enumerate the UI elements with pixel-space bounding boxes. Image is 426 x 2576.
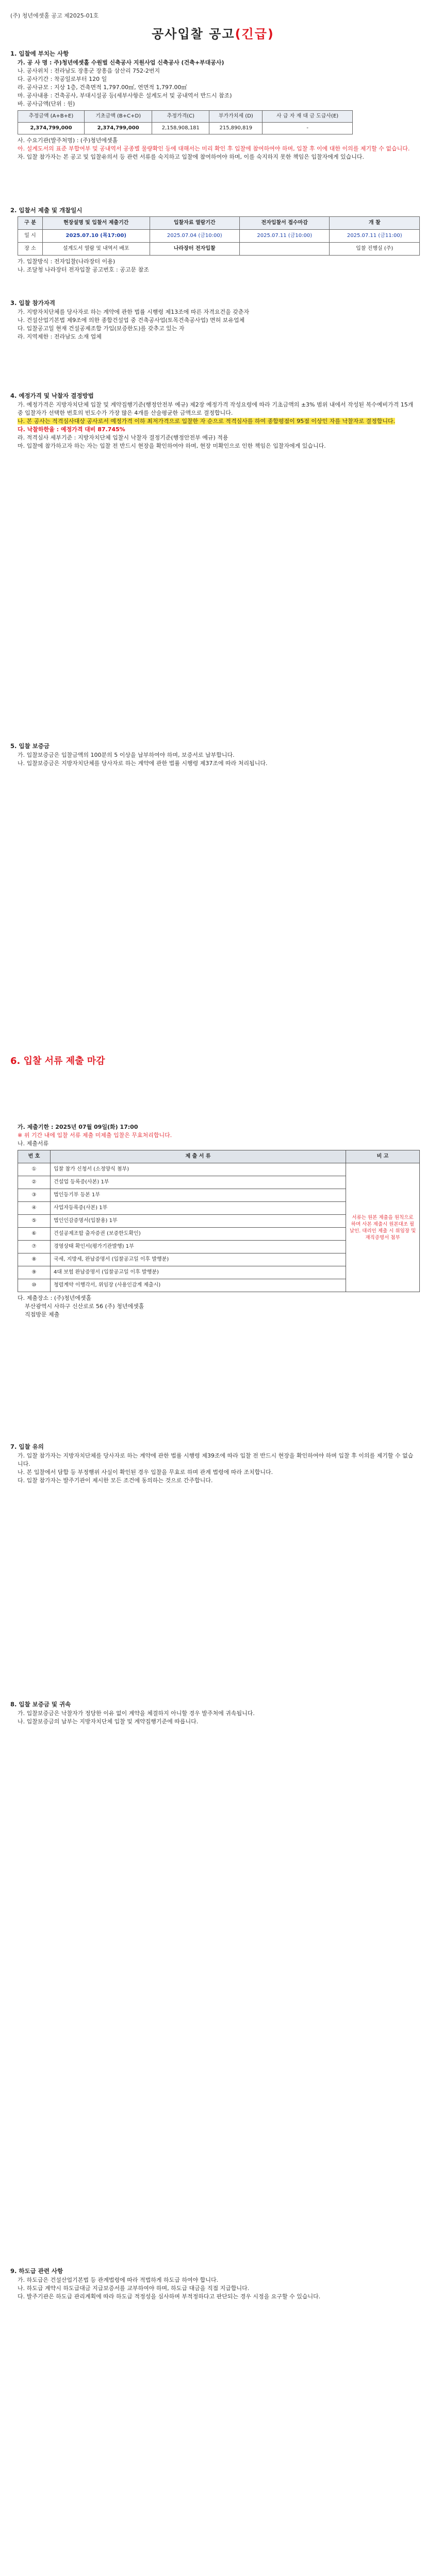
decision-item: 다. 낙찰하한율 : 예정가격 대비 87.745% <box>18 426 125 433</box>
section-bid-notes <box>10 1443 416 1485</box>
table-cell: 2,374,799,000 <box>85 123 152 134</box>
decision-item: 마. 입찰에 참가하고자 하는 자는 입찰 전 반드시 현장을 확인하여야 하며, 현장 미확인으로 인한 책임은 입찰자에게 있습니다. <box>18 443 326 449</box>
table-cell: ⑦ <box>18 1241 51 1253</box>
table-cell: 건설업 등록증(사본) 1부 <box>51 1176 346 1189</box>
section-heading: 7. 입찰 유의 <box>10 1443 44 1450</box>
table-cell: 법인인감증명서(입찰용) 1부 <box>51 1215 346 1228</box>
schedule-note: 나. 조달청 나라장터 전자입찰 공고번호 : 공고문 참조 <box>18 266 149 273</box>
submission-warning: ※ 위 기간 내에 입찰 서류 제출 미제출 입찰은 무효처리합니다. <box>18 1132 172 1139</box>
title-main: 공사입찰 공고 <box>152 27 235 41</box>
table-cell: 2025.07.11 (금11:00) <box>330 230 420 243</box>
table-cell: 2,374,799,000 <box>18 123 85 134</box>
section-heading: 4. 예정가격 및 낙찰자 결정방법 <box>10 392 94 399</box>
bond-item: 가. 입찰보증금은 입찰금액의 100분의 5 이상을 납부하여야 하며, 보증서로 납부합니다. <box>18 752 235 758</box>
submission-method: 직접방문 제출 <box>25 1311 60 1318</box>
item-project-name: 가. 공 사 명 : 주)청년에셋홀 수원벌 신축공사 지원사업 신축공사 (건축+부대공사) <box>18 59 224 66</box>
table-header: 번 호 <box>18 1150 51 1163</box>
section-submission <box>10 1123 416 1319</box>
table-header: 제 출 서 류 <box>51 1150 346 1163</box>
subcontract-item: 다. 발주기관은 하도급 관리계획에 따라 하도급 적정성을 심사하며 부적정하다고 판단되는 경우 시정을 요구할 수 있습니다. <box>18 2293 321 2300</box>
item-design-notice: 아. 설계도서의 표준 부합여부 및 공내역서 공종별 물량확인 등에 대해서는 미리 확인 후 입찰에 참여하여야 하며, 입찰 후 이에 대한 이의를 제기할 수 없습니다. <box>18 145 410 152</box>
submission-address: 부산광역시 사하구 신산로로 56 (주) 청년에셋홀 <box>25 1303 144 1310</box>
table-cell: 청렴계약 이행각서, 위임장 (사용인감계 제출시) <box>51 1279 346 1292</box>
section-heading: 1. 입찰에 부치는 사항 <box>10 50 69 57</box>
section-subcontract <box>10 2267 416 2301</box>
section-bidding-items <box>10 49 416 161</box>
subcontract-item: 나. 하도급 계약시 하도급대금 지급보증서를 교부하여야 하며, 하도급 대금을 직접 지급합니다. <box>18 2285 250 2292</box>
table-cell: 2025.07.11 (금10:00) <box>240 230 330 243</box>
qualification-item: 가. 지방자치단체를 당사자로 하는 계약에 관한 법률 시행령 제13조에 따른 자격요건을 갖춘자 <box>18 309 250 315</box>
table-cell: ⑥ <box>18 1228 51 1241</box>
table-header: 개 찰 <box>330 217 420 230</box>
section-price-decision <box>10 392 416 450</box>
table-cell: 설계도서 열람 및 내역서 배포 <box>42 243 150 256</box>
section-heading: 2. 입찰서 제출 및 개찰일시 <box>10 207 83 214</box>
qualification-item: 나. 건설산업기본법 제9조에 의한 종합건설업 중 건축공사업(토목건축공사업) 면허 보유업체 <box>18 317 245 324</box>
submission-place: 다. 제출장소 : (주)청년에셋홀 <box>18 1295 92 1301</box>
bond-item: 나. 입찰보증금은 지방자치단체를 당사자로 하는 계약에 관한 법률 시행령 제37조에 따라 처리됩니다. <box>18 760 268 767</box>
table-header: 비 고 <box>346 1150 420 1163</box>
note-item: 가. 입찰 참가자는 지방자치단체를 당사자로 하는 계약에 관한 법률 시행령 제39조에 따라 입찰 전 반드시 현장을 확인하여야 하며 입찰 후 이의를 제기할 수 없습니다. <box>18 1452 414 1467</box>
section-schedule <box>10 206 416 274</box>
note-item: 나. 본 입찰에서 담합 등 부정행위 사실이 확인된 경우 입찰을 무효로 하며 관계 법령에 따라 조치합니다. <box>18 1469 273 1476</box>
decision-item: 가. 예정가격은 지방자치단체 입찰 및 계약집행기준(행정안전부 예규) 제2장 예정가격 작성요령에 따라 기초금액의 ±3% 범위 내에서 작성된 복수예비가격 15개 중 입찰자가 선택한 번호의 빈도수가 가장 많은 4개를 산술평균한 금액으로 결정합니다. <box>18 401 414 416</box>
qualification-item: 라. 지역제한 : 전라남도 소재 업체 <box>18 333 102 340</box>
subcontract-item: 가. 하도급은 건설산업기본법 등 관계법령에 따라 적법하게 하도급 하여야 합니다. <box>18 2277 219 2283</box>
amount-table <box>18 110 353 134</box>
table-cell: - <box>263 123 353 134</box>
page-title <box>0 24 426 42</box>
table-cell: 2025.07.04 (금10:00) <box>150 230 239 243</box>
table-cell: 국세, 지방세, 완납증명서 (입찰공고일 이후 발행분) <box>51 1253 346 1266</box>
section-bid-bond <box>10 742 416 768</box>
item-client: 사. 수요기관(발주처명) : (주)청년에셋홀 <box>18 137 118 144</box>
table-cell: ⑨ <box>18 1266 51 1279</box>
table-cell: 2025.07.10 (목17:00) <box>42 230 150 243</box>
table-cell <box>240 243 330 256</box>
schedule-table <box>18 216 420 256</box>
section-heading: 8. 입찰 보증금 및 귀속 <box>10 1701 71 1708</box>
section-bond-reversion <box>10 1700 416 1726</box>
table-cell: ⑧ <box>18 1253 51 1266</box>
table-cell: 2,158,908,181 <box>152 123 209 134</box>
section-heading: 5. 입찰 보증금 <box>10 742 50 750</box>
table-cell: 입찰 참가 신청서 (소정양식 첨부) <box>51 1163 346 1176</box>
table-header: 현장설명 및 입찰서 제출기간 <box>42 217 150 230</box>
table-cell: ② <box>18 1176 51 1189</box>
table-cell: ③ <box>18 1189 51 1202</box>
table-cell: 법인등기부 등본 1부 <box>51 1189 346 1202</box>
table-cell: 장 소 <box>18 243 43 256</box>
table-cell: ① <box>18 1163 51 1176</box>
section-qualification <box>10 299 416 341</box>
table-cell: 입찰 진행실 (주) <box>330 243 420 256</box>
item-period: 다. 공사기간 : 착공일로부터 120 일 <box>18 76 107 82</box>
table-header: 사 급 자 재 대 금 도급사(E) <box>263 111 353 123</box>
table-cell: ⑩ <box>18 1279 51 1292</box>
table-header: 입찰자료 열람기간 <box>150 217 239 230</box>
note-item: 다. 입찰 참가자는 발주기관이 제시한 모든 조건에 동의하는 것으로 간주합니다. <box>18 1477 213 1484</box>
decision-highlight: 나. 본 공사는 적격심사대상 공사로서 예정가격 이하 최저가격으로 입찰한 자 순으로 적격심사를 하여 종합평점이 95점 이상인 자를 낙찰자로 결정합니다. <box>18 418 396 425</box>
title-urgent: (긴급) <box>235 27 274 41</box>
table-cell: ⑤ <box>18 1215 51 1228</box>
decision-item: 라. 적격심사 세부기준 : 지방자치단체 입찰시 낙찰자 결정기준(행정안전부 예규) 적용 <box>18 434 228 441</box>
schedule-note: 가. 입찰방식 : 전자입찰(나라장터 이용) <box>18 258 116 265</box>
table-header: 구 분 <box>18 217 43 230</box>
table-cell: 경영상태 확인서(평가기관발행) 1부 <box>51 1241 346 1253</box>
table-cell: 4대 보험 완납증명서 (입찰공고일 이후 발행분) <box>51 1266 346 1279</box>
item-amount-label: 바. 공사금액(단위 : 원) <box>18 100 75 107</box>
table-header: 부가가치세 (D) <box>209 111 263 123</box>
item-content: 마. 공사내용 : 건축공사, 부대시설공 등(세부사항은 설계도서 및 공내역서 반드시 참조) <box>18 92 232 99</box>
item-scale: 라. 공사규모 : 지상 1층, 건축면적 1,797.00㎡, 연면적 1,797.00㎡ <box>18 84 187 91</box>
document-number: (주) 청년에셋홀 공고 제2025-01호 <box>10 12 99 19</box>
table-cell: ④ <box>18 1202 51 1215</box>
section-heading: 9. 하도급 관련 사항 <box>10 2267 63 2275</box>
submission-docs-label: 나. 제출서류 <box>18 1140 49 1147</box>
reversion-item: 가. 입찰보증금은 낙찰자가 정당한 이유 없이 계약을 체결하지 아니할 경우 발주처에 귀속됩니다. <box>18 1710 255 1717</box>
table-header: 추정가격(C) <box>152 111 209 123</box>
table-header: 추정금액 (A+B+E) <box>18 111 85 123</box>
decision-item <box>10 417 416 426</box>
table-cell: 사업자등록증(사본) 1부 <box>51 1202 346 1215</box>
section-heading: 3. 입찰 참가자격 <box>10 299 56 307</box>
docs-reference-note: 서류는 원본 제출을 원칙으로 하며 사본 제출시 원본대조 필 날인. 대리인 제출 시 위임장 및 재직증명서 첨부 <box>346 1163 420 1292</box>
item-location: 나. 공사위치 : 전라남도 장흥군 장흥읍 삼산리 752-2번지 <box>18 67 160 74</box>
reversion-item: 나. 입찰보증금의 납부는 지방자치단체 입찰 및 계약집행기준에 따릅니다. <box>18 1718 199 1725</box>
qualification-item: 다. 입찰공고일 현재 건설공제조합 가입(보증한도)를 갖추고 있는 자 <box>18 325 185 332</box>
table-cell: 215,890,819 <box>209 123 263 134</box>
table-header: 전자입찰서 접수마감 <box>240 217 330 230</box>
section-submission-deadline-heading: 6. 입찰 서류 제출 마감 <box>10 1056 105 1066</box>
table-header: 기초금액 (B+C+D) <box>85 111 152 123</box>
submission-docs-table <box>18 1150 420 1292</box>
table-cell: 일 시 <box>18 230 43 243</box>
item-responsibility: 자. 입찰 참가자는 본 공고 및 입찰유의서 등 관련 서류를 숙지하고 입찰에 참여하여야 하며, 이를 숙지하지 못한 책임은 입찰자에게 있습니다. <box>18 154 364 160</box>
table-cell: 건설공제조합 출자증권 (보증한도확인) <box>51 1228 346 1241</box>
table-cell: 나라장터 전자입찰 <box>150 243 239 256</box>
submission-deadline: 가. 제출기한 : 2025년 07월 09일(화) 17:00 <box>18 1124 138 1130</box>
